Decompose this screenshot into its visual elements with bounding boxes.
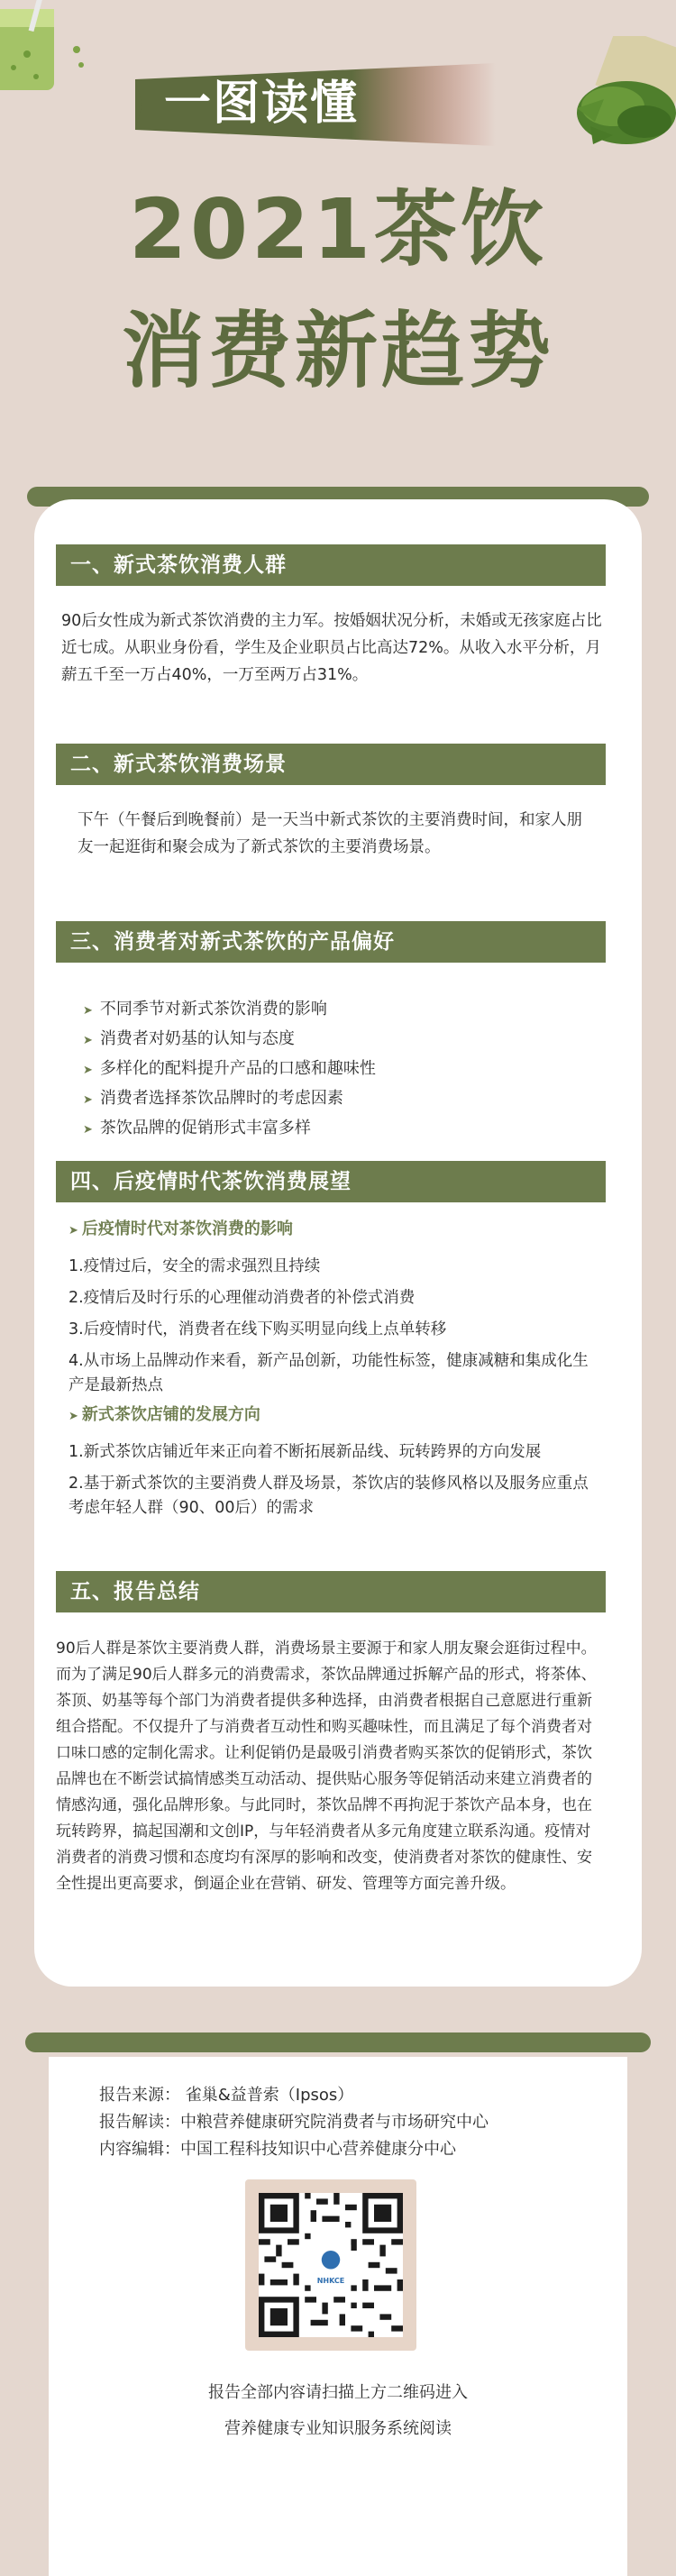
arrow-icon: ➤ <box>83 1093 93 1107</box>
scan-instruction-line2: 营养健康专业知识服务系统阅读 <box>224 2419 452 2438</box>
subsection-title: ➤ 新式茶饮店铺的发展方向 <box>69 1405 260 1424</box>
section-body-2: 下午（午餐后到晚餐前）是一天当中新式茶饮的主要消费时间，和家人朋友一起逛街和聚会成为了新式茶饮的主要消费场景。 <box>78 811 582 856</box>
matcha-drink-illustration <box>0 0 86 117</box>
arrow-icon: ➤ <box>83 1064 93 1077</box>
tea-leaves-illustration <box>541 36 676 162</box>
list-item: ➤ 不同季节对新式茶饮消费的影响 <box>83 1000 327 1019</box>
section-heading-5: 五、报告总结 <box>56 1571 606 1612</box>
arrow-icon: ➤ <box>69 1410 78 1423</box>
list-item: ➤ 消费者选择茶饮品牌时的考虑因素 <box>83 1089 343 1108</box>
page-title-line1: 2021茶饮 <box>128 181 548 278</box>
section-body-5: 90后人群是茶饮主要消费人群，消费场景主要源于和家人朋友聚会逛街过程中。而为了满足90后人群多元的消费需求，茶饮品牌通过拆解产品的形式，将茶体、茶顶、奶基等每个部门为消费者提供多种选择，由消费者根据自己意愿进行重新组合搭配。不仅提升了与消费者互动性和购买趣味性，而且满足了每个消费者对口味口感的定制化需求。让利促销仍是最吸引消费者购买茶饮的促销形式，茶饮品牌也在不断尝试搞情感类互动活动、提供贴心服务等促销活动来建立消费者的情感沟通，强化品牌形象。与此同时，茶饮品牌不再拘泥于茶饮产品本身，也在玩转跨界，搞起国潮和文创IP，与年轻消费者从多元角度建立联系沟通。疫情对消费者的消费习惯和态度均有深厚的影响和改变，使消费者对茶饮的健康性、安全性提出更高要求，倒逼企业在营销、研发、管理等方面完善升级。 <box>56 1640 597 1893</box>
qr-code[interactable] <box>259 2193 403 2337</box>
arrow-icon: ➤ <box>83 1034 93 1047</box>
list-item: 1.新式茶饮店铺近年来正向着不断拓展新品线、玩转跨界的方向发展 <box>69 1443 542 1461</box>
ribbon-title: 一图读懂 <box>163 77 359 131</box>
section-body-1: 90后女性成为新式茶饮消费的主力军。按婚姻状况分析，未婚或无孩家庭占比近七成。从职业身份看，学生及企业职员占比高达72%。从收入水平分析，月薪五千至一万占40%，一万至两万占31%。 <box>61 612 602 684</box>
direction-list <box>69 1440 600 1528</box>
report-source: 报告来源： 雀巢&益普索（Ipsos） <box>99 2086 354 2105</box>
arrow-icon: ➤ <box>83 1123 93 1137</box>
qr-center-logo-text: NHKCE <box>316 2277 345 2285</box>
arrow-icon: ➤ <box>69 1224 78 1238</box>
section-heading-4: 四、后疫情时代茶饮消费展望 <box>56 1161 606 1202</box>
section-heading-2: 二、新式茶饮消费场景 <box>56 744 606 785</box>
list-item: ➤ 消费者对奶基的认知与态度 <box>83 1029 295 1048</box>
list-item: 1.疫情过后，安全的需求强烈且持续 <box>69 1257 321 1275</box>
scan-instruction-line1: 报告全部内容请扫描上方二维码进入 <box>208 2383 468 2402</box>
subsection-title: ➤ 后疫情时代对茶饮消费的影响 <box>69 1219 293 1238</box>
section-heading-1: 一、新式茶饮消费人群 <box>56 544 606 586</box>
page-title-line2: 消费新趋势 <box>121 303 554 399</box>
list-item: 4.从市场上品牌动作来看，新产品创新，功能性标签，健康减糖和集成化生产是最新热点 <box>69 1352 589 1394</box>
divider-bar <box>25 2032 651 2052</box>
report-interpretation: 报告解读：中粮营养健康研究院消费者与市场研究中心 <box>99 2113 489 2132</box>
list-item: 2.疫情后及时行乐的心理催动消费者的补偿式消费 <box>69 1289 416 1307</box>
list-item: ➤ 茶饮品牌的促销形式丰富多样 <box>83 1119 311 1137</box>
section-heading-3: 三、消费者对新式茶饮的产品偏好 <box>56 921 606 963</box>
qr-code-frame <box>245 2179 416 2351</box>
impact-list <box>69 1255 600 1405</box>
list-item: 3.后疫情时代，消费者在线下购买明显向线上点单转移 <box>69 1320 447 1338</box>
preference-list <box>83 995 588 1144</box>
list-item: 2.基于新式茶饮的主要消费人群及场景，茶饮店的装修风格以及服务应重点考虑年轻人群（90、00后）的需求 <box>69 1475 589 1517</box>
arrow-icon: ➤ <box>83 1004 93 1018</box>
content-editor: 内容编辑：中国工程科技知识中心营养健康分中心 <box>99 2140 456 2159</box>
list-item: ➤ 多样化的配料提升产品的口感和趣味性 <box>83 1059 376 1078</box>
